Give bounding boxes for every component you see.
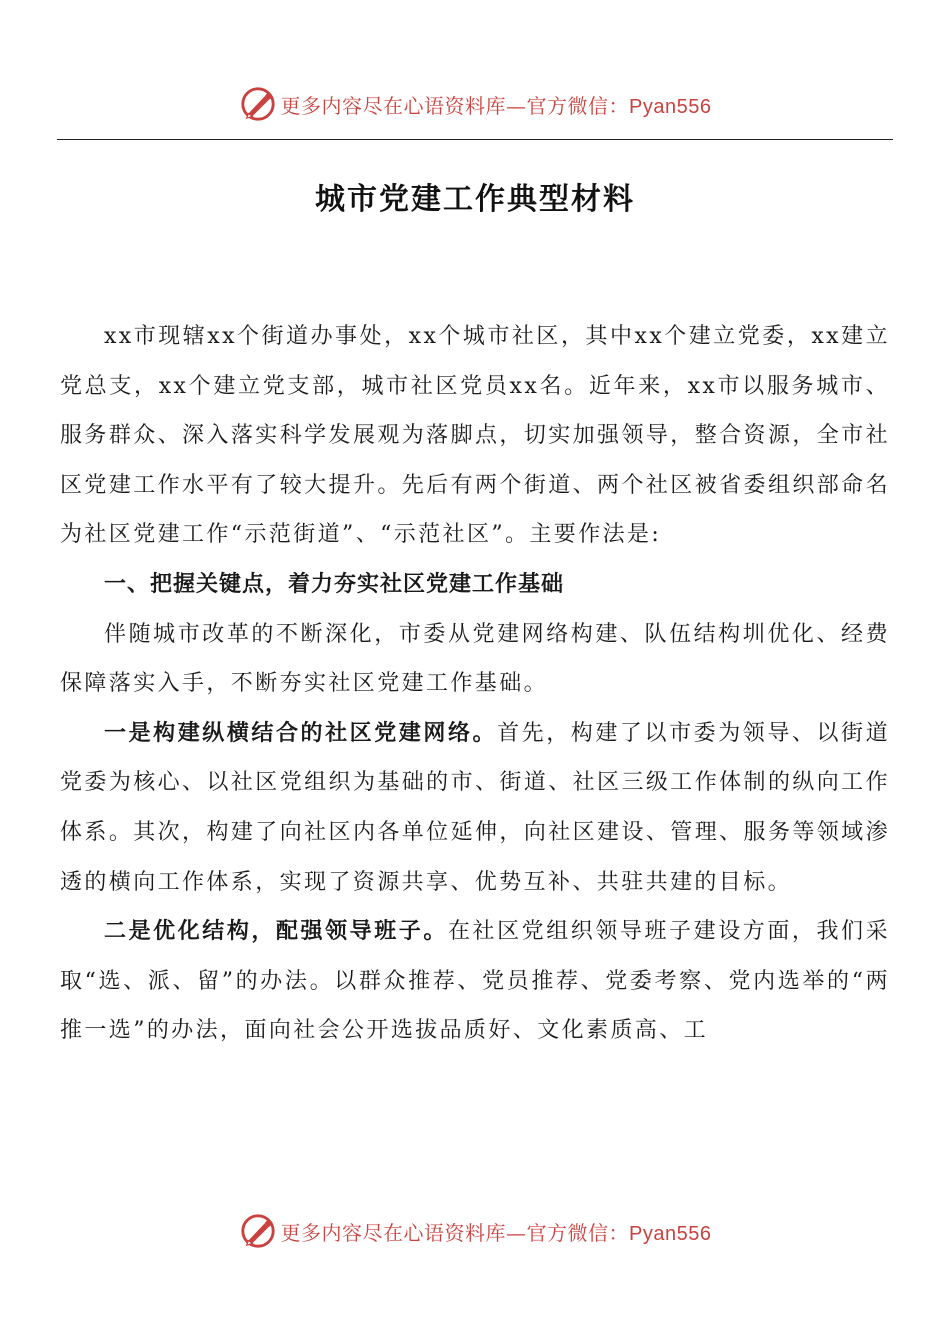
item-text: 在社区党组织领导班子建设方面，我们采取“选、派、留”的办法。以群众推荐、党员推荐、党委考察、党内选举的“两推一选”的办法，面向社会公开选拔品质好、文化素质高、工	[60, 919, 890, 1044]
item-paragraph	[60, 709, 890, 907]
watermark-header	[0, 84, 950, 124]
watermark-brand: 更多内容尽在心语资料库	[280, 93, 507, 118]
watermark-handle: Pyan556	[629, 95, 712, 118]
pen-logo-icon	[239, 85, 277, 123]
item-lead: 二是优化结构，配强领导班子。	[104, 918, 448, 945]
document-title: 城市党建工作典型材料	[315, 182, 635, 217]
watermark-label: 官方微信：	[526, 1220, 630, 1245]
intro-paragraph: xx市现辖xx个街道办事处，xx个城市社区，其中xx个建立党委，xx建立党总支，xx个建立党支部，城市社区党员xx名。近年来，xx市以服务城市、服务群众、深入落实科学发展观为落脚点，切实加强领导，整合资源，全市社区党建工作水平有了较大提升。先后有两个街道、两个社区被省委组织部命名为社区党建工作“示范街道”、“示范社区”。主要作法是:	[60, 324, 890, 548]
item-lead: 一是构建纵横结合的社区党建网络。	[104, 719, 498, 746]
watermark-separator: —	[506, 93, 527, 118]
section-intro-paragraph: 伴随城市改革的不断深化，市委从党建网络构建、队伍结构圳优化、经费保障落实入手，不断夯实社区党建工作基础。	[60, 621, 890, 697]
watermark-text	[281, 1217, 712, 1246]
item-paragraph	[60, 907, 890, 1056]
document-body	[60, 312, 890, 1056]
section-heading: 一、把握关键点，着力夯实社区党建工作基础	[104, 571, 565, 597]
watermark-separator: —	[506, 1220, 527, 1245]
watermark-footer	[0, 1211, 950, 1251]
watermark-text	[281, 90, 712, 119]
pen-logo-icon	[239, 1212, 277, 1250]
item-text: 首先，构建了以市委为领导、以街道党委为核心、以社区党组织为基础的市、街道、社区三级工作体制的纵向工作体系。其次，构建了向社区内各单位延伸，向社区建设、管理、服务等领域渗透的横向工作体系，实现了资源共享、优势互补、共驻共建的目标。	[60, 720, 891, 895]
watermark-brand: 更多内容尽在心语资料库	[280, 1220, 507, 1245]
watermark-handle: Pyan556	[629, 1222, 712, 1245]
header-divider	[57, 139, 893, 140]
watermark-label: 官方微信：	[526, 93, 630, 118]
